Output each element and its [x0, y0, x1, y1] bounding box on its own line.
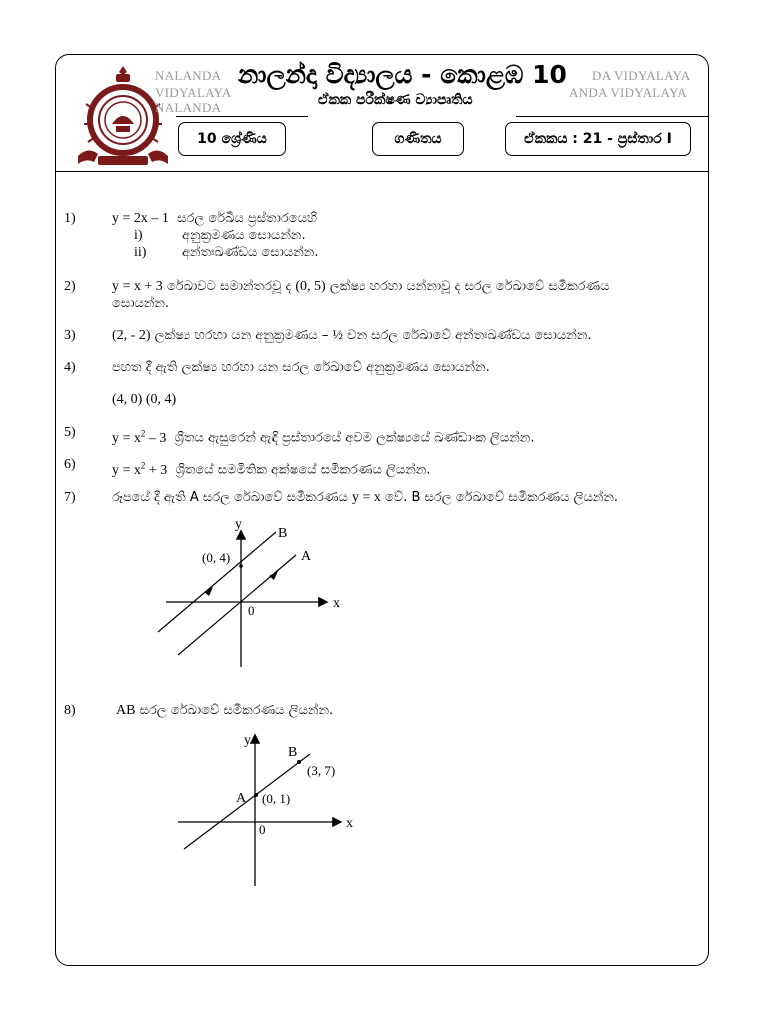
line-a: [178, 555, 296, 655]
unit-box: ඒකකය : 21 - ප්‍රස්තාර I: [505, 122, 691, 156]
question-number: 3): [64, 328, 76, 343]
line-label: AB: [116, 703, 136, 718]
equation: y = 2x – 1: [112, 211, 169, 226]
y-axis-label: y: [235, 517, 242, 532]
equation: y = x + 3: [112, 279, 163, 294]
question-number: 1): [64, 211, 76, 226]
question-text: ලක්ෂ්‍ය හරහා යන අනුක්‍රමණය –: [154, 328, 329, 343]
part-text: අනුක්‍රමණය සොයන්න.: [182, 228, 306, 243]
origin-label: 0: [248, 603, 255, 618]
question-text: ලක්ෂ්‍ය හරහා යන්නාවූ ද සරල රේඛාවේ සමීකරණය: [329, 279, 610, 294]
question-text: වේ. B සරල රේඛාවේ සමීකරණය ලියන්න.: [385, 490, 619, 505]
equation: – 3: [145, 430, 167, 446]
points: (4, 0) (0, 4): [112, 392, 177, 407]
question-number: 8): [64, 703, 76, 718]
x-axis-label: x: [333, 596, 340, 611]
watermark-text: NALANDA: [155, 100, 222, 115]
question-number: 5): [64, 425, 76, 440]
equation: + 3: [145, 462, 168, 478]
point-label: (0, 4): [202, 550, 231, 565]
point-a-marker: [254, 793, 258, 797]
fraction: ½: [332, 328, 343, 343]
arrow-icon: [204, 587, 213, 596]
school-name: නාලන්දා විද්‍යාලය - කොළඹ 10: [238, 60, 567, 89]
x-axis-label: x: [346, 816, 353, 831]
question-text: පහත දී ඇති ලක්ෂ්‍ය හරහා යන සරල රේඛාවේ අනුක්‍රමණය සොයන්න.: [112, 360, 490, 375]
page-frame: [55, 54, 709, 966]
question-number: 2): [64, 279, 76, 294]
part-text: අන්තඃඛණ්ඩය සොයන්න.: [182, 245, 319, 260]
arrow-icon: [269, 571, 278, 580]
watermark-text: DA VIDYALAYA: [592, 68, 691, 83]
line-b-label: B: [278, 526, 288, 541]
header-rule: [176, 116, 308, 117]
line-ab: [184, 754, 310, 849]
question-text: සොයන්න.: [112, 296, 170, 311]
figure-7-graph: [150, 512, 360, 672]
question-number: 4): [64, 360, 76, 375]
point-b-label: B: [288, 745, 298, 760]
exponent: 2: [140, 428, 146, 438]
question-text: වන සරල රේඛාවේ අන්තඃඛණ්ඩය සොයන්න.: [347, 328, 592, 343]
point: (2, - 2): [112, 328, 151, 343]
line-a-label: A: [301, 549, 312, 564]
grade-box: 10 ශ්‍රේණිය: [178, 122, 286, 156]
question-text: ශ්‍රිතයේ සමමිතික අක්ෂයේ සමීකරණය ලියන්න.: [175, 462, 431, 478]
question-text: ශ්‍රිතය ඇසුරෙන් ඇඳි ප්‍රස්තාරයේ අවම ලක්ෂ්‍යයේ ඛණ්ඩාංක ලියන්න.: [174, 430, 535, 446]
point-b-coords: (3, 7): [307, 763, 336, 778]
y-axis-label: y: [244, 733, 251, 748]
part-label: i): [134, 228, 143, 243]
equation: y = x: [112, 430, 141, 446]
header-divider: [56, 171, 708, 172]
question-text: සරල රේඛීය ප්‍රස්තාරයෙහි: [177, 211, 318, 226]
watermark-text: VIDYALAYA: [155, 85, 232, 100]
figure-8-graph: [170, 726, 370, 891]
watermark-text: ANDA VIDYALAYA: [569, 85, 687, 100]
line-b: [158, 532, 276, 632]
point-a-coords: (0, 1): [262, 791, 291, 806]
point-a-label: A: [236, 791, 247, 806]
origin-label: 0: [259, 822, 266, 837]
point-marker: [239, 564, 243, 568]
watermark-text: NALANDA: [155, 68, 222, 83]
part-label: ii): [134, 245, 147, 260]
subject-box: ගණිතය: [372, 122, 464, 156]
question-text: රේඛාවට සමාන්තරවූ ද: [166, 279, 292, 294]
question-text: සරල රේඛාවේ සමීකරණය ලියන්න.: [139, 703, 334, 718]
header-subtitle: ඒකක පරීක්ෂණ ව්‍යාපෘතිය: [318, 92, 473, 108]
equation: y = x: [351, 490, 381, 505]
question-number: 6): [64, 457, 76, 472]
point-b-marker: [297, 760, 301, 764]
exponent: 2: [140, 460, 146, 470]
point: (0, 5): [295, 279, 326, 294]
question-number: 7): [64, 490, 76, 505]
header-rule: [516, 116, 708, 117]
equation: y = x: [112, 462, 141, 478]
question-text: රූපයේ දී ඇති A සරල රේඛාවේ සමීකරණය: [112, 490, 348, 505]
